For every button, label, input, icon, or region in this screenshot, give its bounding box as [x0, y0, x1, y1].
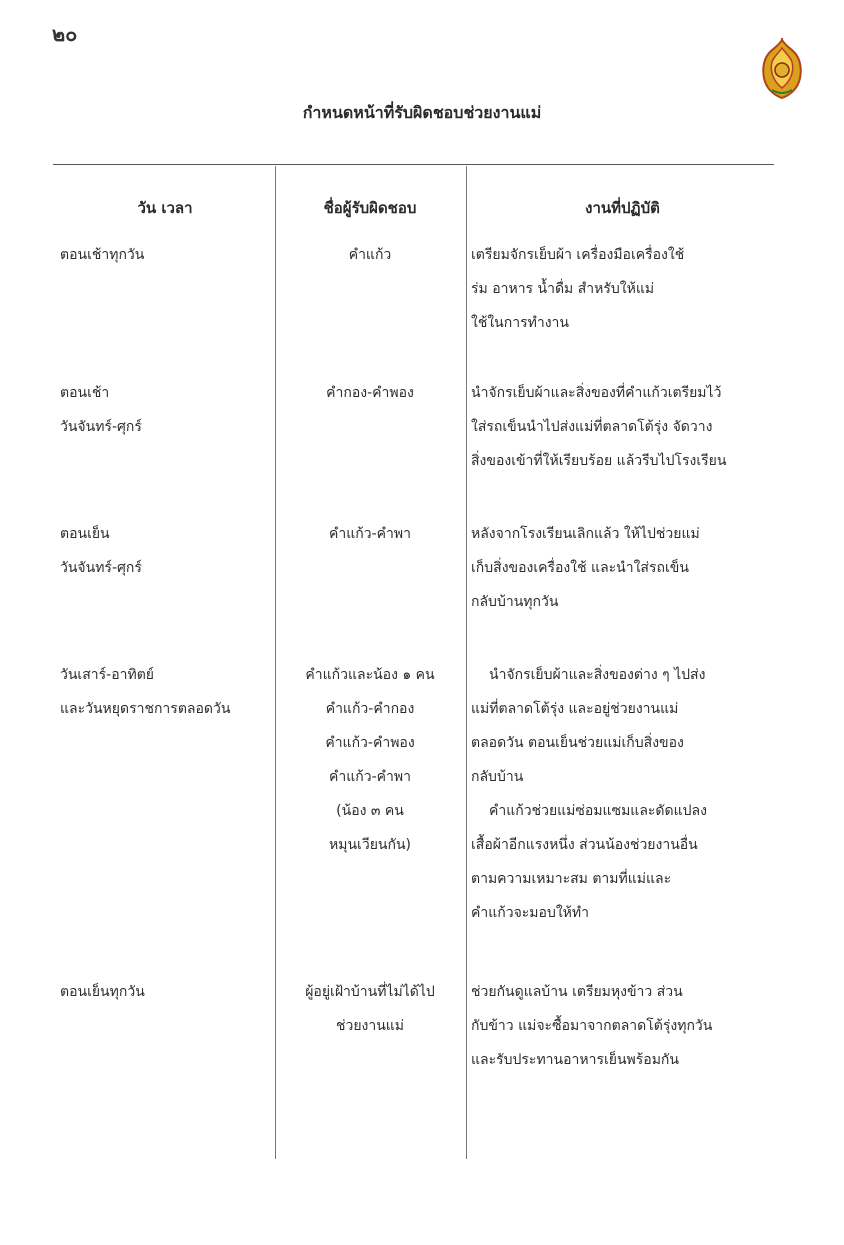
name-line: คำแก้ว-คำพา [329, 769, 411, 785]
row-4-time [60, 658, 270, 726]
row-5-time [60, 975, 270, 1009]
name-line: คำแก้ว-คำพอง [325, 735, 415, 751]
header-time: วัน เวลา [137, 199, 193, 217]
name-line: คำแก้ว-คำพา [329, 526, 411, 542]
task-line: และรับประทานอาหารเย็นพร้อมกัน [471, 1052, 679, 1068]
row-4-name [280, 658, 460, 862]
task-line: คำแก้วจะมอบให้ทำ [471, 905, 589, 921]
task-line: แม่ที่ตลาดโต้รุ่ง และอยู่ช่วยงานแม่ [471, 701, 679, 717]
task-line: ตามความเหมาะสม ตามที่แม่และ [471, 871, 672, 887]
name-line: ผู้อยู่เฝ้าบ้านที่ไม่ได้ไป [305, 984, 435, 1000]
row-5-task [471, 975, 774, 1077]
row-2-task [471, 376, 774, 478]
time-line: วันจันทร์-ศุกร์ [60, 419, 142, 435]
row-3-time [60, 517, 270, 585]
task-line: ใช้ในการทำงาน [471, 315, 569, 331]
task-line: คำแก้วช่วยแม่ซ่อมแซมและดัดแปลง [489, 803, 707, 819]
column-divider-2 [466, 166, 467, 1159]
task-line: ใส่รถเข็นนำไปส่งแม่ที่ตลาดโต้รุ่ง จัดวาง [471, 419, 713, 435]
time-line: ตอนเย็นทุกวัน [60, 984, 145, 1000]
time-line: ตอนเช้าทุกวัน [60, 247, 145, 263]
name-line: คำกอง-คำพอง [326, 385, 414, 401]
name-line: ช่วยงานแม่ [335, 1018, 405, 1034]
time-line: ตอนเช้า [60, 385, 110, 401]
task-line: หลังจากโรงเรียนเลิกแล้ว ให้ไปช่วยแม่ [471, 526, 700, 542]
task-line: เสื้อผ้าอีกแรงหนึ่ง ส่วนน้องช่วยงานอื่น [471, 837, 698, 853]
row-5-name [280, 975, 460, 1043]
column-divider-1 [275, 166, 276, 1159]
header-task: งานที่ปฏิบัติ [585, 199, 660, 217]
row-3-name [280, 517, 460, 551]
task-line: สิ่งของเข้าที่ให้เรียบร้อย แล้วรีบไปโรงเรียน [471, 453, 727, 469]
task-line: ร่ม อาหาร น้ำดื่ม สำหรับให้แม่ [471, 281, 655, 297]
task-line: กลับบ้าน [471, 769, 524, 785]
name-line: (น้อง ๓ คน [336, 803, 404, 819]
task-line: นำจักรเย็บผ้าและสิ่งของที่คำแก้วเตรียมไว้ [471, 385, 722, 401]
task-line: ช่วยกันดูแลบ้าน เตรียมหุงข้าว ส่วน [471, 984, 683, 1000]
header-name: ชื่อผู้รับผิดชอบ [323, 199, 417, 217]
row-2-time [60, 376, 270, 444]
time-line: วันจันทร์-ศุกร์ [60, 560, 142, 576]
row-2-name [280, 376, 460, 410]
school-emblem-icon [760, 38, 804, 100]
row-1-task [471, 238, 774, 340]
task-line: เตรียมจักรเย็บผ้า เครื่องมือเครื่องใช้ [471, 247, 685, 263]
name-line: หมุนเวียนกัน) [329, 837, 411, 853]
task-line: นำจักรเย็บผ้าและสิ่งของต่าง ๆ ไปส่ง [489, 667, 706, 683]
page-number: ๒๐ [52, 22, 78, 46]
document-title: กำหนดหน้าที่รับผิดชอบช่วยงานแม่ [302, 103, 542, 122]
table-top-rule [53, 164, 774, 165]
task-line: กลับบ้านทุกวัน [471, 594, 559, 610]
task-line: เก็บสิ่งของเครื่องใช้ และนำใส่รถเข็น [471, 560, 689, 576]
name-line: คำแก้ว [348, 247, 392, 263]
row-1-time [60, 238, 270, 272]
task-line: ตลอดวัน ตอนเย็นช่วยแม่เก็บสิ่งของ [471, 735, 684, 751]
time-line: และวันหยุดราชการตลอดวัน [60, 701, 231, 717]
row-3-task [471, 517, 774, 619]
row-1-name [280, 238, 460, 272]
time-line: วันเสาร์-อาทิตย์ [60, 667, 154, 683]
row-4-task [471, 658, 774, 930]
name-line: คำแก้วและน้อง ๑ คน [305, 667, 435, 683]
name-line: คำแก้ว-คำกอง [325, 701, 415, 717]
task-line: กับข้าว แม่จะซื้อมาจากตลาดโต้รุ่งทุกวัน [471, 1018, 713, 1034]
time-line: ตอนเย็น [60, 526, 110, 542]
